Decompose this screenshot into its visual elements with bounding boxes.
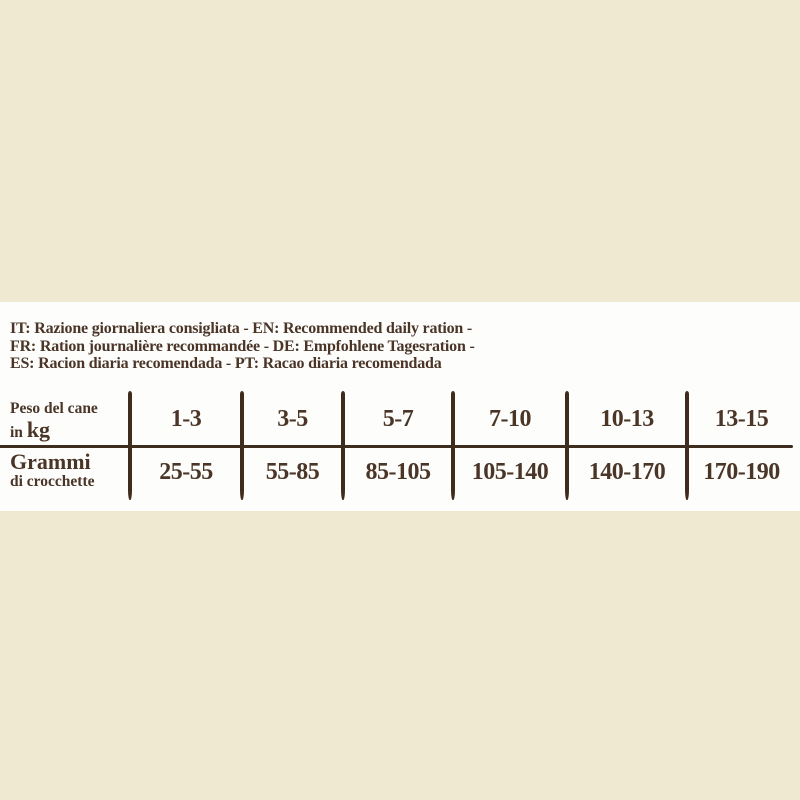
feeding-info-panel xyxy=(0,302,800,511)
intro-line-fr-de: FR: Ration journalière recommandée - DE: Empfohlene Tagesration - xyxy=(10,337,475,355)
row-header-grams-line1: Grammi xyxy=(10,449,91,474)
grams-cell: 140-170 xyxy=(588,459,666,485)
row-header-grams xyxy=(10,450,95,490)
row-header-weight xyxy=(10,401,98,442)
kg-unit-label: kg xyxy=(26,417,51,442)
row-header-grams-line2: di crocchette xyxy=(10,473,95,490)
weight-cell: 10-13 xyxy=(600,406,654,432)
intro-line-it-en: IT: Razione giornaliera consigliata - EN: Recommended daily ration - xyxy=(10,320,473,337)
weight-cell: 3-5 xyxy=(277,406,308,432)
weight-cell: 5-7 xyxy=(382,406,414,432)
ration-table xyxy=(0,302,800,511)
grams-cell: 105-140 xyxy=(471,459,549,485)
weight-cell: 13-15 xyxy=(714,406,769,432)
grams-cell: 55-85 xyxy=(265,459,320,485)
row-header-weight-line2: in kg xyxy=(10,417,51,442)
grams-cell: 170-190 xyxy=(703,459,780,485)
grams-cell: 85-105 xyxy=(365,459,431,485)
intro-line-es-pt: ES: Racion diaria recomendada - PT: Racao diaria recomendada xyxy=(10,355,442,373)
weight-cell: 7-10 xyxy=(489,406,531,432)
grams-cell: 25-55 xyxy=(159,459,213,485)
table-divider-horizontal xyxy=(0,445,793,448)
weight-cell: 1-3 xyxy=(170,406,202,432)
row-header-weight-line1: Peso del cane xyxy=(10,400,98,417)
